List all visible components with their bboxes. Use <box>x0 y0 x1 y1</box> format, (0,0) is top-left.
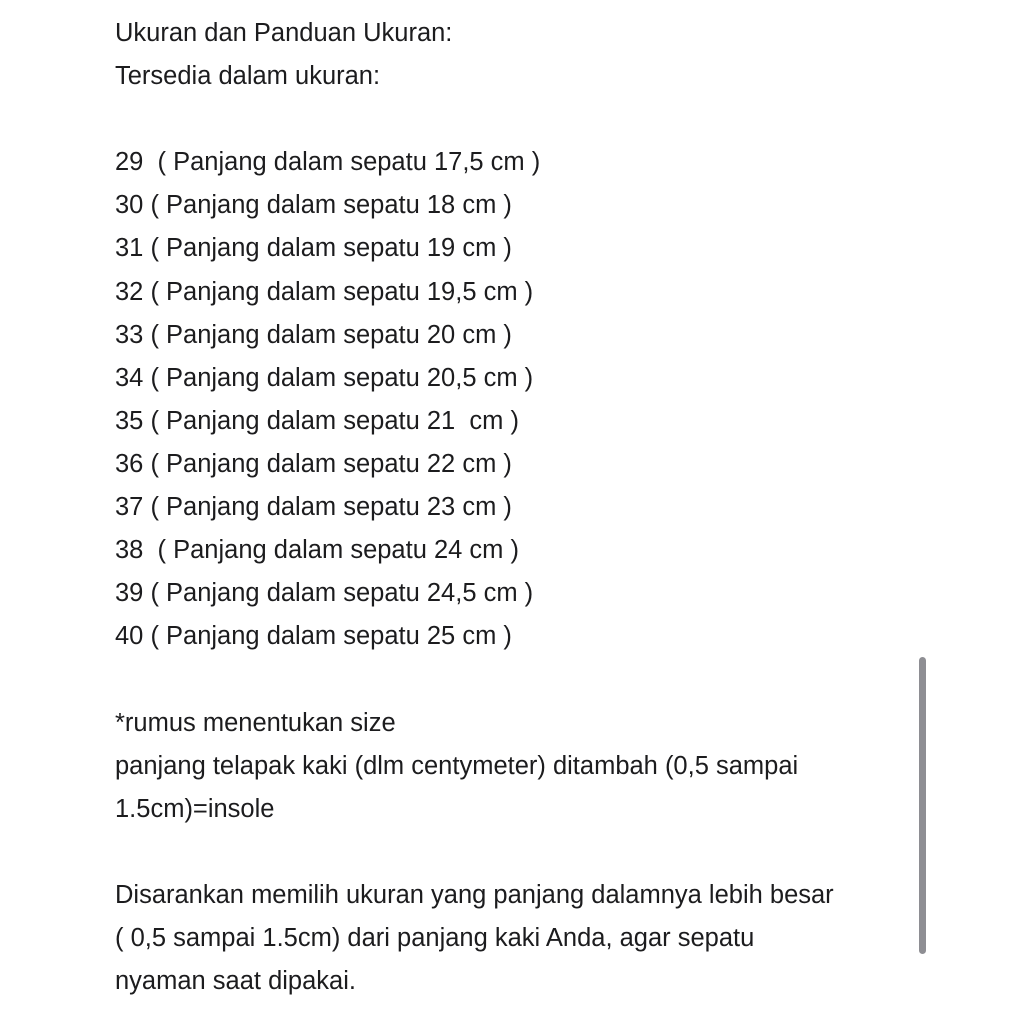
size-item: 31 ( Panjang dalam sepatu 19 cm ) <box>115 234 512 263</box>
size-item: 32 ( Panjang dalam sepatu 19,5 cm ) <box>115 277 534 306</box>
blank-line <box>115 831 915 874</box>
formula-line: 1.5cm)=insole <box>115 794 275 823</box>
advice-line: ( 0,5 sampai 1.5cm) dari panjang kaki Anda, agar sepatu <box>115 923 755 952</box>
size-list <box>115 141 915 658</box>
size-item: 37 ( Panjang dalam sepatu 23 cm ) <box>115 493 512 522</box>
size-item: 36 ( Panjang dalam sepatu 22 cm ) <box>115 449 512 478</box>
note-subheading: Tersedia dalam ukuran: <box>115 62 381 91</box>
size-item: 40 ( Panjang dalam sepatu 25 cm ) <box>115 622 512 651</box>
size-item: 33 ( Panjang dalam sepatu 20 cm ) <box>115 320 512 349</box>
size-item: 29 ( Panjang dalam sepatu 17,5 cm ) <box>115 148 541 177</box>
note-heading: Ukuran dan Panduan Ukuran: <box>115 19 453 47</box>
note-body[interactable] <box>115 12 915 1003</box>
size-item: 34 ( Panjang dalam sepatu 20,5 cm ) <box>115 363 534 392</box>
size-item: 39 ( Panjang dalam sepatu 24,5 cm ) <box>115 579 534 608</box>
size-item: 30 ( Panjang dalam sepatu 18 cm ) <box>115 191 512 220</box>
size-item: 35 ( Panjang dalam sepatu 21 cm ) <box>115 406 519 435</box>
blank-line <box>115 658 915 701</box>
formula-title: *rumus menentukan size <box>115 708 396 737</box>
advice-line: nyaman saat dipakai. <box>115 967 356 996</box>
formula-line: panjang telapak kaki (dlm centymeter) ditambah (0,5 sampai <box>115 751 799 780</box>
advice-line: Disarankan memilih ukuran yang panjang dalamnya lebih besar <box>115 880 834 909</box>
size-item: 38 ( Panjang dalam sepatu 24 cm ) <box>115 536 519 565</box>
blank-line <box>115 98 915 141</box>
vertical-scrollbar[interactable] <box>919 657 926 954</box>
